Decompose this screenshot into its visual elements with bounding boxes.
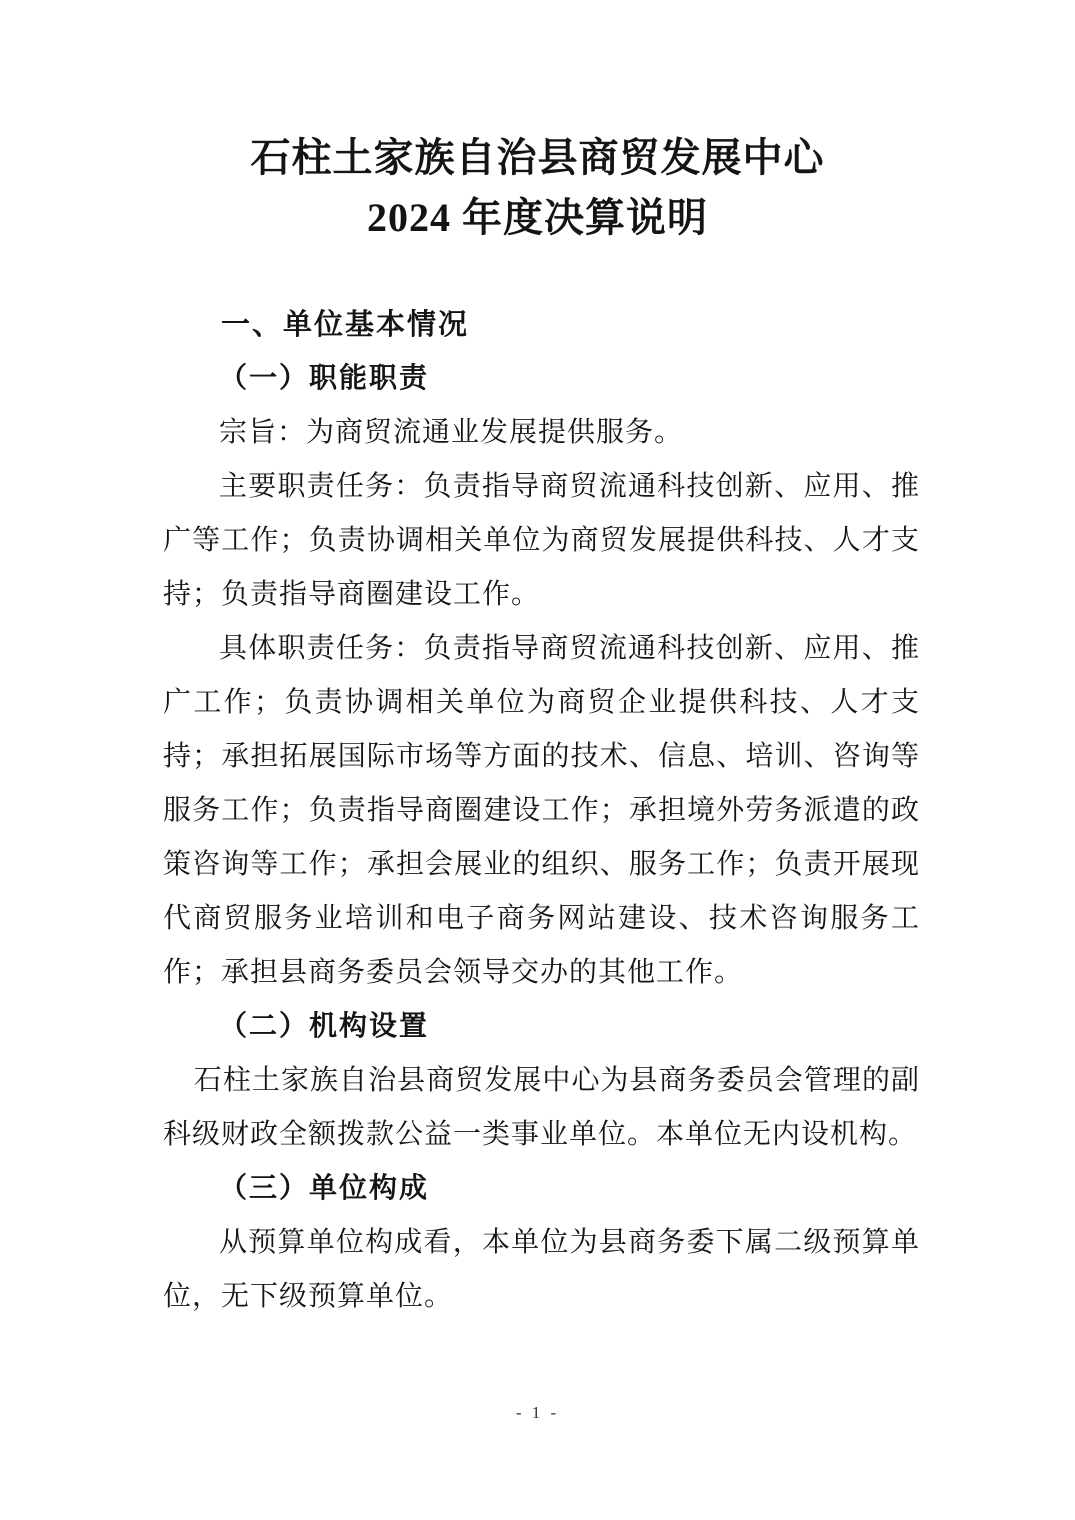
- subsection-heading-unit-composition: （三）单位构成: [219, 1173, 430, 1204]
- subsection-heading-duties: （一）职能职责: [219, 363, 430, 394]
- page-number: - 1 -: [515, 1403, 560, 1422]
- paragraph-specific-duties: 具体职责任务：负责指导商贸流通科技创新、应用、推广工作；负责协调相关单位为商贸企业提供科技、人才支持；承担拓展国际市场等方面的技术、信息、培训、咨询等服务工作；负责指导商圈建设工作；承担境外劳务派遣的政策咨询等工作；承担会展业的组织、服务工作；负责开展现代商贸服务业培训和电子商务网站建设、技术咨询服务工作；承担县商务委员会领导交办的其他工作。: [163, 633, 920, 988]
- paragraph-organization: 石柱土家族自治县商贸发展中心为县商务委员会管理的副科级财政全额拨款公益一类事业单位。本单位无内设机构。: [163, 1065, 920, 1150]
- paragraph-unit-composition: 从预算单位构成看，本单位为县商务委下属二级预算单位，无下级预算单位。: [163, 1227, 920, 1312]
- document-title-line-2: 2024 年度决算说明: [367, 195, 708, 240]
- paragraph-purpose: 宗旨：为商贸流通业发展提供服务。: [219, 417, 684, 448]
- document-title-line-1: 石柱土家族自治县商贸发展中心: [250, 135, 825, 180]
- subsection-heading-organization: （二）机构设置: [219, 1011, 430, 1042]
- document-body: [163, 298, 920, 1324]
- document-title-block: [0, 0, 1075, 248]
- paragraph-main-duties: 主要职责任务：负责指导商贸流通科技创新、应用、推广等工作；负责协调相关单位为商贸发展提供科技、人才支持；负责指导商圈建设工作。: [163, 471, 920, 610]
- section-heading-unit-basic-info: 一、单位基本情况: [221, 309, 470, 341]
